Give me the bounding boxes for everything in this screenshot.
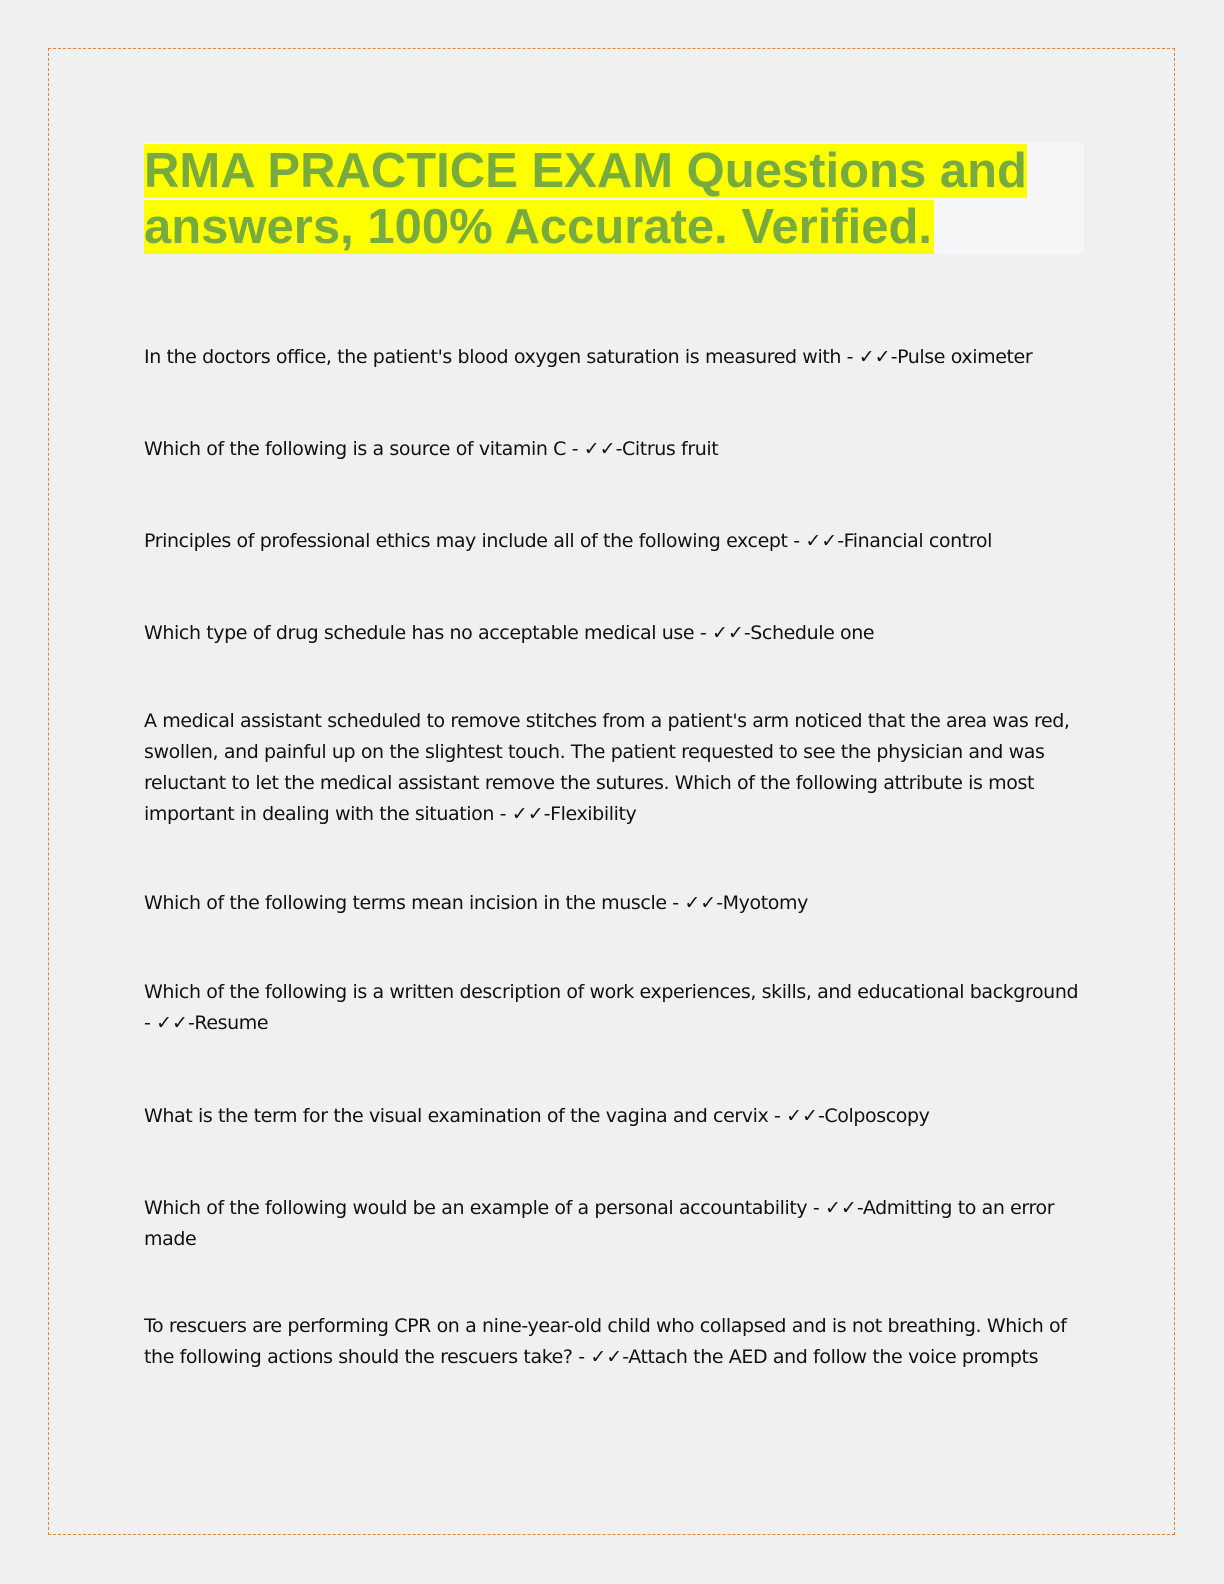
answer-text: -Citrus fruit [615, 438, 719, 460]
double-check-icon: ✓✓ [786, 1105, 818, 1127]
question-text: Which of the following is a written description of work experiences, skills, and educational background - [144, 981, 1079, 1034]
qa-item [144, 434, 1084, 465]
title-block [144, 143, 1084, 254]
answer-text: -Colposcopy [817, 1105, 930, 1127]
question-text: Which of the following terms mean incision in the muscle - [144, 892, 685, 914]
document-title [144, 143, 1084, 255]
double-check-icon: ✓✓ [590, 1346, 623, 1368]
answer-text: -Financial control [837, 530, 992, 552]
double-check-icon: ✓✓ [511, 803, 544, 825]
qa-item [144, 1311, 1084, 1373]
question-text: Which type of drug schedule has no acceptable medical use - [144, 622, 712, 644]
qa-item [144, 1193, 1084, 1255]
answer-text: -Myotomy [716, 892, 808, 914]
question-text: Principles of professional ethics may include all of the following except - [144, 530, 806, 552]
answer-text: -Admitting to an error made [144, 1197, 1055, 1250]
qa-item [144, 706, 1084, 830]
question-text: Which of the following is a source of vitamin C - [144, 438, 584, 460]
double-check-icon: ✓✓ [824, 1197, 857, 1219]
answer-text: -Schedule one [743, 622, 875, 644]
question-text: In the doctors office, the patient's blood oxygen saturation is measured with - [144, 346, 859, 368]
double-check-icon: ✓✓ [805, 530, 838, 552]
qa-item [144, 977, 1084, 1039]
qa-item [144, 888, 1084, 919]
double-check-icon: ✓✓ [684, 892, 717, 914]
qa-item [144, 1101, 1084, 1132]
question-text: Which of the following would be an example of a personal accountability - [144, 1197, 825, 1219]
double-check-icon: ✓✓ [711, 622, 744, 644]
answer-text: -Resume [187, 1012, 269, 1034]
answer-text: -Pulse oximeter [890, 346, 1033, 368]
qa-item [144, 618, 1084, 649]
double-check-icon: ✓✓ [156, 1012, 188, 1034]
question-text: What is the term for the visual examination of the vagina and cervix - [144, 1105, 787, 1127]
double-check-icon: ✓✓ [583, 438, 616, 460]
answer-text: -Flexibility [543, 803, 637, 825]
double-check-icon: ✓✓ [858, 346, 891, 368]
answer-text: -Attach the AED and follow the voice prompts [622, 1346, 1039, 1368]
qa-item [144, 342, 1084, 373]
qa-item [144, 526, 1084, 557]
question-text: To rescuers are performing CPR on a nine-year-old child who collapsed and is not breathing. Which of the following actions should the rescuers take? - [144, 1315, 1067, 1368]
title-highlight: RMA PRACTICE EXAM Questions and answers, 100% Accurate. Verified. [144, 144, 1027, 254]
question-text: A medical assistant scheduled to remove stitches from a patient's arm noticed that the area was red, swollen, and painful up on the slightest touch. The patient requested to see the physician and was reluctant to let the medical assistant remove the sutures. Which of the following attribute is most important in dealing with the situation - [144, 710, 1070, 825]
